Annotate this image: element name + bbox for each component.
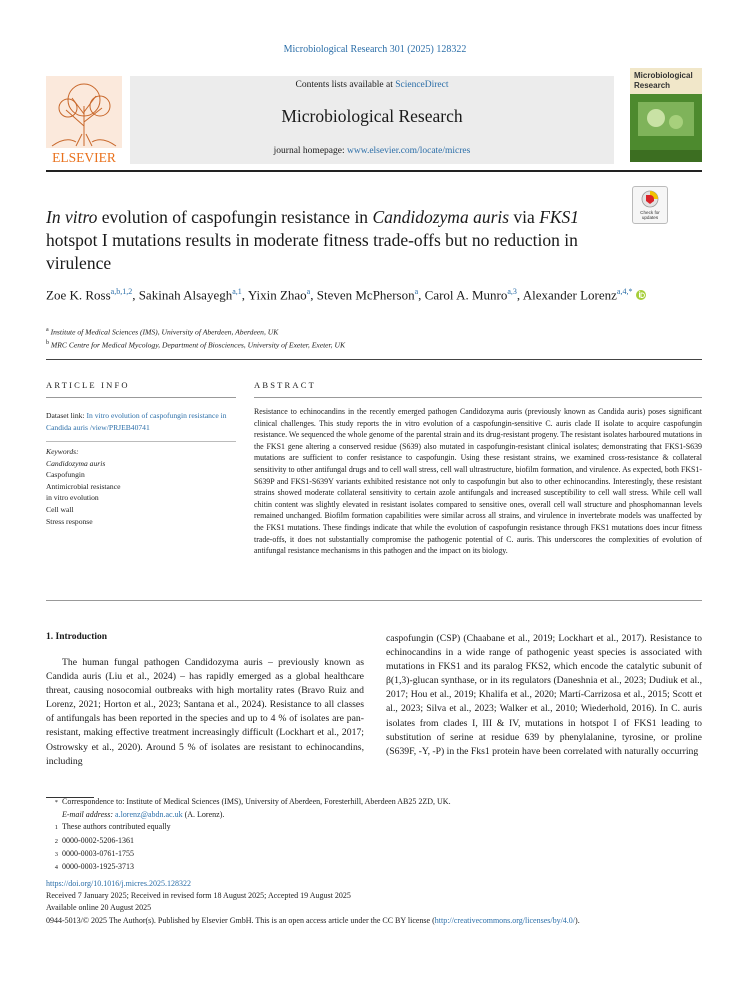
crossmark-icon — [633, 187, 667, 223]
article-history: Received 7 January 2025; Received in revised form 18 August 2025; Accepted 19 August 2025 — [46, 891, 351, 901]
homepage-link[interactable]: www.elsevier.com/locate/micres — [346, 146, 471, 156]
contents-line: Contents lists available at ScienceDirect — [295, 80, 449, 90]
abstract-text: Resistance to echinocandins in the recently emerged pathogen Candidozyma auris (previously known as Candida auris) poses significant clinical challenges. This study reports the in vitro evolution of a caspofungin-sensitive C. auris clade II isolate to acquire caspofungin resistance. We sequenced the whole genome of the parental strain and its drug-resistant progeny. The resistant isolates harboured mutations in the FKS1 gene altering a conserved residue (S639) also mutated in caspofungin-resistant clinical isolates; demonstrating that FKS1-S639 mutations are sufficient to confer resistance to caspofungin. Using these resistant strains, we examined cross-resistance & collateral sensitivity to other antifungal drugs and to cell wall stress, cell wall ultrastructure, biofilm formation, and virulence. As expected, both FKS1-S639P and FKS1-S639Y variants exhibited resistance not only to caspofungin but also to other echinocandins. Interestingly, these resistant strains showed moderate collateral sensitivity to certain azole antifungals and increased susceptibility to cell wall stress. While cell wall chitin content was slightly elevated in resistant isolates compared to sensitive ones, overall cell wall structure and phosphomannan levels remained unchanged. Biofilm formation capabilities were similar across all strains, and virulence in invertebrate models was unaffected by the FKS1 mutations. These findings indicate that while the evolution of caspofungin resistance through FKS1 mutations does incur fitness trade-offs, it does not substantially compromise the pathogenic potential of C. auris. This underscores the complexities of evolution of antifungal resistance mechanisms in this pathogen and the impact on its biology. — [254, 407, 702, 556]
available-online: Available online 20 August 2025 — [46, 903, 152, 913]
divider — [254, 397, 702, 398]
license-link[interactable]: http://creativecommons.org/licenses/by/4.0/ — [434, 915, 576, 925]
author-name[interactable]: Carol A. Munro — [424, 287, 508, 303]
author-affil-sup: a — [306, 287, 311, 296]
author-affil-sup: a,b,1,2 — [110, 287, 133, 296]
author-name[interactable]: Alexander Lorenz — [522, 287, 617, 303]
homepage-line: journal homepage: www.elsevier.com/locate/micres — [273, 146, 471, 156]
section-heading-introduction: 1. Introduction — [46, 632, 108, 642]
affiliations — [46, 325, 666, 351]
keywords-block — [46, 446, 236, 527]
footnote-item: 4 0000-0003-1925-3713 — [54, 862, 134, 872]
journal-title: Microbiological Research — [281, 106, 463, 126]
cover-title-line1: Microbiological — [634, 71, 693, 80]
author-affil-sup: a — [414, 287, 419, 296]
journal-banner — [130, 76, 614, 164]
author-name[interactable]: Sakinah Alsayegh — [138, 287, 233, 303]
check-for-updates-badge[interactable] — [632, 186, 668, 224]
divider — [46, 441, 236, 442]
author-name[interactable]: Yixin Zhao — [247, 287, 307, 303]
footnote-email: E-mail address: a.lorenz@abdn.ac.uk (A. Lorenz). — [62, 810, 225, 820]
publication-info — [46, 878, 702, 927]
author-affil-sup: a,4,* — [616, 287, 633, 296]
elsevier-logo — [46, 76, 122, 166]
divider — [46, 600, 702, 601]
header-rule — [46, 170, 702, 172]
sciencedirect-link[interactable]: ScienceDirect — [395, 80, 449, 90]
journal-cover[interactable] — [630, 68, 702, 162]
crossmark-label-2: updates — [641, 215, 659, 220]
abstract-heading: ABSTRACT — [254, 380, 316, 390]
body-column-right: caspofungin (CSP) (Chaabane et al., 2019; Lockhart et al., 2017). Resistance to echinocandins in a wide range of pathogenic yeast species is associated with mutations in FKS1 and its paralog FKS2, which encode the catalytic subunit of β(1,3)-glucan synthase, or in its regulators (Daneshnia et al., 2023; Dudiuk et al., 2017; Hou et al., 2019; Khalifa et al., 2020; Martí-Carrizosa et al., 2015; Scott et al., 2023; Silva et al., 2023; Walker et al., 2010; Wiederhold, 2016). In C. auris isolates from clades I, III & IV, mutations in hotspot I of FKS1 leading to substitution of serine at residue 639 by phenylalanine, tyrosine, or proline (S639F, -Y, -P) in the Fks1 protein have been correlated with naturally occurring — [386, 633, 702, 757]
journal-reference[interactable]: Microbiological Research 301 (2025) 128322 — [283, 44, 467, 55]
orcid-icon[interactable] — [636, 290, 646, 300]
footnote-item: 3 0000-0003-0761-1755 — [54, 848, 134, 858]
keyword: Candidozyma auris — [46, 458, 106, 468]
keyword: Antimicrobial resistance — [46, 481, 121, 491]
crossmark-label-1: Check for — [640, 210, 660, 215]
footnote-item: 2 0000-0002-5206-1361 — [54, 835, 134, 845]
keyword: Cell wall — [46, 504, 74, 514]
elsevier-wordmark: ELSEVIER — [52, 150, 116, 165]
elsevier-tree-icon — [46, 76, 122, 166]
article-info-heading: ARTICLE INFO — [46, 380, 130, 390]
divider — [46, 397, 236, 398]
dataset-link[interactable]: In vitro evolution of caspofungin resistance in Candida auris /view/PRJEB40741 — [46, 411, 227, 432]
footnote-item: * Correspondence to: Institute of Medical Sciences (IMS), University of Aberdeen, Foresterhill, Aberdeen AB25 2ZD, UK. — [54, 797, 451, 806]
cover-title-line2: Research — [634, 81, 671, 90]
email-link[interactable]: a.lorenz@abdn.ac.uk — [115, 810, 183, 820]
author-name[interactable]: Zoe K. Ross — [46, 287, 111, 303]
license-statement: 0944-5013/© 2025 The Author(s). Published by Elsevier GmbH. This is an open access article under the CC BY license (http://creativecommons.org/licenses/by/4.0/). — [46, 915, 580, 925]
footnote-item: 1 These authors contributed equally — [54, 822, 171, 832]
footnotes — [46, 796, 666, 874]
keyword: Stress response — [46, 516, 93, 526]
body-column-left: The human fungal pathogen Candidozyma auris – previously known as Candida auris (Liu et al., 2024) – has rapidly emerged as a global healthcare threat, causing nosocomial outbreaks with high mortality rates (Bravo Ruiz and Lorenz, 2021; Horton et al., 2023; Santana et al., 2024). Resistance to all classes of antifungals has been reported in the species and up to 4 % of isolates are pan-resistant, making effective treatment increasingly difficult (Lockhart et al., 2017; Ostrowsky et al., 2020). Around 5 % of isolates are resistant to echinocandins, including — [46, 657, 364, 767]
affiliation-item: $^a$ Institute of Medical Sciences (IMS), University of Aberdeen, Aberdeen, UK — [46, 327, 279, 337]
affiliation-item: $^b$ MRC Centre for Medical Mycology, Department of Biosciences, University of Exeter, Exeter, UK — [46, 340, 346, 350]
article-title: In vitro evolution of caspofungin resistance in Candidozyma auris via FKS1 hotspot I mutations results in moderate fitness trade-offs but no reduction in virulence — [46, 207, 580, 273]
author-list: Zoe K. Ross$^{a,b,1,2}$, Sakinah Alsayegh$^{a,1}$, Yixin Zhao$^a$, Steven McPherson$^a$, Carol A. Munro$^{a,3}$, Alexander Lorenz$^{a,4,*}$ — [46, 282, 646, 304]
dataset-link-block: Dataset link: In vitro evolution of caspofungin resistance in Candida auris /view/PRJEB40741 — [46, 411, 227, 432]
author-name[interactable]: Steven McPherson — [316, 287, 415, 303]
author-affil-sup: a,3 — [507, 287, 517, 296]
doi-link[interactable]: https://doi.org/10.1016/j.micres.2025.128322 — [46, 879, 191, 888]
journal-cover-image — [630, 68, 702, 162]
keywords-heading: Keywords: — [46, 447, 79, 456]
author-affil-sup: a,1 — [232, 287, 242, 296]
keyword: Caspofungin — [46, 470, 85, 480]
keyword: in vitro evolution — [46, 493, 99, 503]
divider — [46, 359, 702, 360]
